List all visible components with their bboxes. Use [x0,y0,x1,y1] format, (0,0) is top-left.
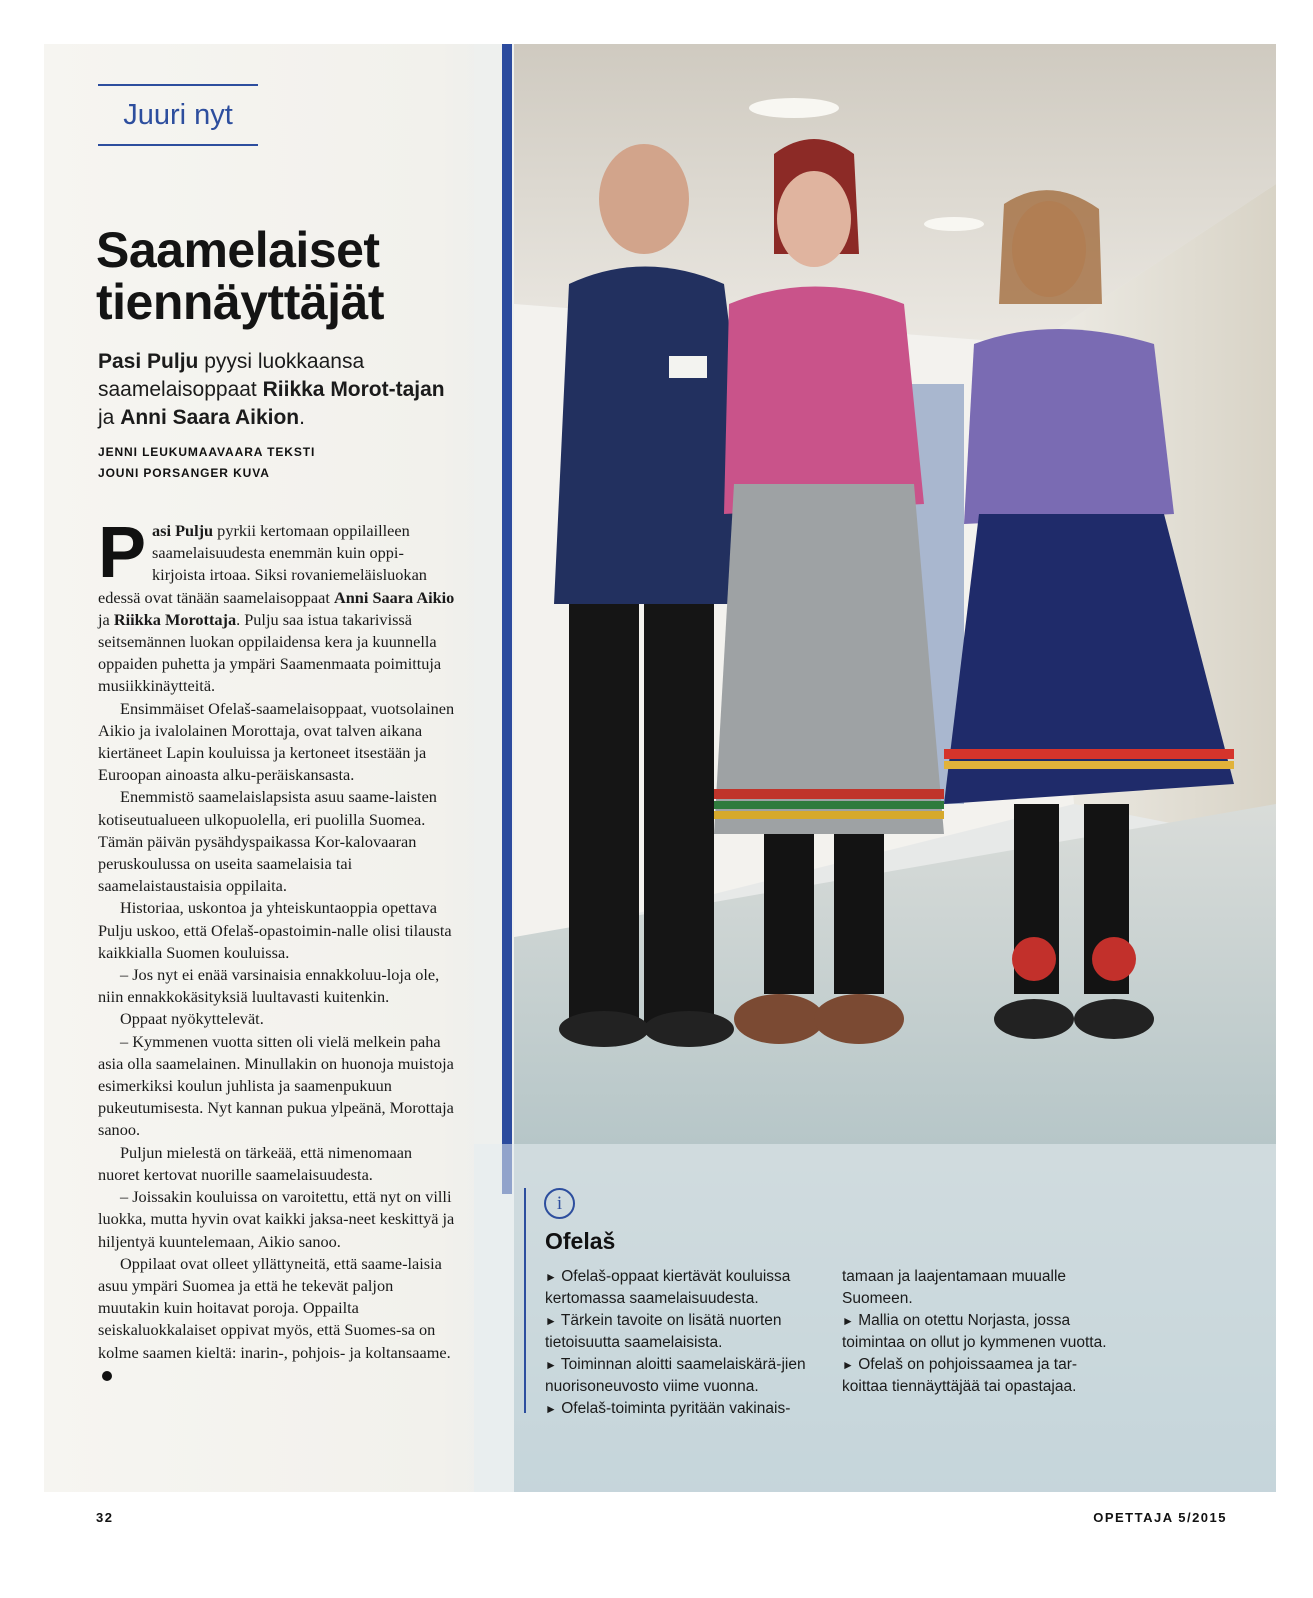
info-bullet-text: Ofelaš on pohjoissaamea ja tar-koittaa tiennäyttäjää tai opastajaa. [842,1356,1078,1395]
bullet-arrow-icon: ► [545,1270,557,1284]
info-bullet [842,1310,1122,1354]
article-headline [96,224,456,328]
body-text-span: . Pulju saa istua takarivissä seitsemännen luokan oppilaidensa kera ja kuunnella oppaiden puhetta ja ympäri Saamenmaata poimittuja musiikkinäytteitä. [98,609,442,696]
body-paragraph-7: – Kymmenen vuotta sitten oli vielä melkein paha asia olla saamelainen. Minullakin on huonoja muistoja esimerkiksi koulun juhlista ja saamenpukuun pukeutumisesta. Nyt kannan pukua ylpeänä, Morottaja sanoo. [98,1031,454,1140]
body-text-span: ja [98,609,114,629]
info-bullet-text: Ofelaš-oppaat kiertävät kouluissa kertomassa saamelaisuudesta. [545,1268,791,1307]
section-tag [98,84,258,146]
section-rule-bottom [98,144,258,146]
info-column-2 [842,1266,1122,1398]
byline-photo: JOUNI PORSANGER KUVA [98,466,270,480]
info-icon: i [544,1188,575,1219]
drop-cap: P [98,513,147,593]
body-paragraph-2: Ensimmäiset Ofelaš-saamelaisoppaat, vuotsolainen Aikio ja ivalolainen Morottaja, ovat talven aikana kiertäneet Lapin kouluissa ja kertoneet itsestään ja Euroopan ainoasta alku-peräiskansasta. [98,698,455,785]
body-text-span: pyrkii kertomaan oppilailleen saamelaisuudesta enemmän kuin oppi-kirjoista irtoaa. Siksi rovaniemeläisluokan edessä ovat tänään saamelaisoppaat [98,521,427,607]
info-bullet [545,1398,825,1420]
body-paragraph-3: Enemmistö saamelaislapsista asuu saame-laisten kotiseutualueen ulkopuolella, eri puolilla Suomea. Tämän päivän pysähdyspaikassa Kor-kalovaaran peruskoulussa on useita saamelaisia tai saamelaistaustaisia oppilaita. [98,787,437,896]
info-bullet [545,1354,825,1398]
info-bullet-text: Tärkein tavoite on lisätä nuorten tietoisuutta saamelaisista. [545,1312,782,1351]
body-name-anni: Anni Saara Aikio [333,587,455,607]
article-body [98,513,456,1386]
page-number: 32 [96,1510,114,1525]
lede-text-1: pyysi luokkaansa saamelaisoppaat [98,350,365,401]
lede-name-2: Riikka Morot-tajan [262,378,445,401]
end-mark-icon [102,1371,112,1381]
info-box-rule [524,1188,526,1413]
byline [98,442,458,484]
article-lede [98,348,458,432]
body-text-span: Oppilaat ovat olleet yllättyneitä, että saame-laisia asuu ympäri Suomea ja että he tekevät paljon muutakin kuin hoitavat poroja. Oppailta seiskaluokkalaiset oppivat myös, että Suomes-sa on kolme saamen kieltä: inarin-, pohjois- ja koltansaame. [98,1253,451,1362]
body-paragraph-10 [98,1253,456,1386]
bullet-arrow-icon: ► [545,1358,557,1372]
body-paragraph-9: – Joissakin kouluissa on varoitettu, että nyt on villi luokka, mutta hyvin ovat kaikki jaksa-neet keskittyä ja hiljentyä kuuntelemaan, Aikio sanoo. [98,1187,455,1251]
body-name-pasi: asi Pulju [152,521,214,540]
info-bullet-text: Toiminnan aloitti saamelaiskärä-jien nuorisoneuvosto viime vuonna. [545,1356,806,1395]
body-paragraph-6: Oppaat nyökyttelevät. [120,1009,264,1029]
info-bullet-continued: tamaan ja laajentamaan muualle Suomeen. [842,1268,1067,1307]
lede-name-1: Pasi Pulju [98,350,199,373]
info-bullet [545,1266,825,1310]
section-label: Juuri nyt [123,99,233,131]
article-spread [44,44,1276,1492]
body-paragraph-1 [98,513,456,698]
magazine-issue: OPETTAJA 5/2015 [1093,1510,1227,1525]
info-bullet-text: Ofelaš-toiminta pyritään vakinais- [561,1400,791,1417]
info-column-1 [545,1266,825,1420]
info-bullet [545,1310,825,1354]
headline-line-2: tiennäyttäjät [96,274,385,330]
body-paragraph-8: Puljun mielestä on tärkeää, että nimenomaan nuoret kertovat nuorille saamelaisuudesta. [98,1142,413,1184]
body-name-riikka: Riikka Morottaja [113,609,237,629]
body-paragraph-5: – Jos nyt ei enää varsinaisia ennakkoluu-loja ole, niin ennakkokäsityksiä luultavasti kuitenkin. [98,965,440,1007]
bullet-arrow-icon: ► [842,1358,854,1372]
body-paragraph-4: Historiaa, uskontoa ja yhteiskuntaoppia opettava Pulju uskoo, että Ofelaš-opastoimin-nalle olisi tilausta kaikkialla Suomen kouluissa. [98,898,452,962]
bullet-arrow-icon: ► [842,1314,854,1328]
lede-text-3: . [299,406,305,429]
bullet-arrow-icon: ► [545,1314,557,1328]
info-box-title: Ofelaš [545,1228,616,1254]
info-bullet-text: Mallia on otettu Norjasta, jossa toimintaa on ollut jo kymmenen vuotta. [842,1312,1107,1351]
headline-line-1: Saamelaiset [96,222,380,278]
lede-name-3: Anni Saara Aikion [120,406,300,429]
info-box [524,1188,1224,1456]
byline-text: JENNI LEUKUMAAVAARA TEKSTI [98,445,316,459]
bullet-arrow-icon: ► [545,1402,557,1416]
lede-text-2: ja [98,406,121,429]
info-bullet [842,1354,1122,1398]
